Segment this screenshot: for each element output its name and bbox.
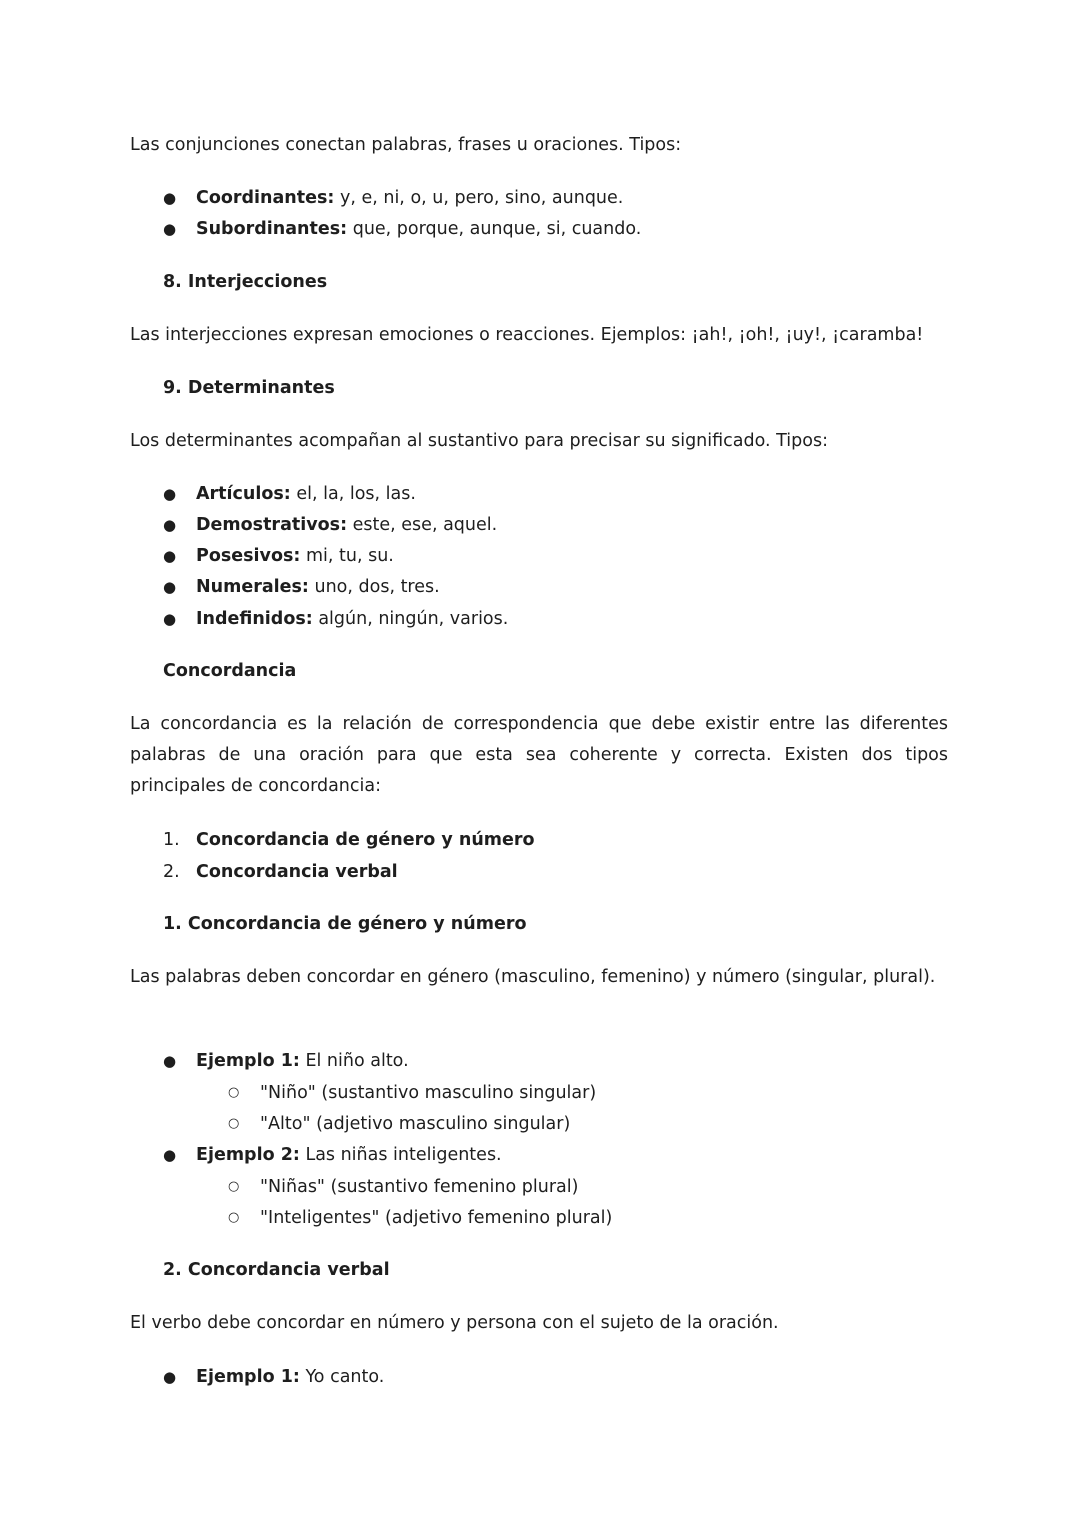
concordancia-heading: Concordancia — [163, 661, 297, 681]
genero-numero-text: Las palabras deben concordar en género (masculino, femenino) y número (singular, plural). — [130, 967, 936, 987]
circle-bullet-icon: ○ — [228, 1116, 240, 1131]
bullet-icon: ● — [163, 1146, 177, 1164]
concordancia-intro: La concordancia es la relación de correspondencia que debe existir entre las diferentes palabras de una oración para que esta sea coherente y correcta. Existen dos tipos principales de concordancia: — [130, 714, 948, 797]
item-term: Coordinantes: — [196, 188, 335, 208]
interjecciones-text: Las interjecciones expresan emociones o reacciones. Ejemplos: ¡ah!, ¡oh!, ¡uy!, ¡caramba! — [130, 325, 924, 345]
verbal-text: El verbo debe concordar en número y persona con el sujeto de la oración. — [130, 1313, 779, 1333]
example-term: Ejemplo 1: — [196, 1367, 300, 1387]
bullet-icon: ● — [163, 578, 177, 596]
item-term: Numerales: — [196, 577, 309, 597]
item-label: Concordancia verbal — [196, 862, 398, 882]
item-term: Indefinidos: — [196, 609, 313, 629]
item-text: y, e, ni, o, u, pero, sino, aunque. — [334, 188, 624, 208]
item-term: Posesivos: — [196, 546, 301, 566]
bullet-icon: ● — [163, 485, 177, 503]
bullet-icon: ● — [163, 610, 177, 628]
genero-numero-heading: 1. Concordancia de género y número — [163, 914, 527, 934]
example-text: Yo canto. — [299, 1367, 385, 1387]
verbal-heading: 2. Concordancia verbal — [163, 1260, 390, 1280]
example-term: Ejemplo 1: — [196, 1051, 300, 1071]
item-term: Artículos: — [196, 484, 291, 504]
conjunciones-intro: Las conjunciones conectan palabras, frases u oraciones. Tipos: — [130, 135, 682, 155]
example-text: Las niñas inteligentes. — [299, 1145, 502, 1165]
bullet-icon: ● — [163, 189, 177, 207]
item-text: este, ese, aquel. — [347, 515, 498, 535]
determinantes-heading: 9. Determinantes — [163, 378, 335, 398]
bullet-icon: ● — [163, 1052, 177, 1070]
circle-bullet-icon: ○ — [228, 1085, 240, 1100]
item-text: uno, dos, tres. — [308, 577, 440, 597]
determinantes-intro: Los determinantes acompañan al sustantivo para precisar su significado. Tipos: — [130, 431, 828, 451]
item-number: 1. — [163, 830, 180, 850]
interjecciones-heading: 8. Interjecciones — [163, 272, 328, 292]
bullet-icon: ● — [163, 547, 177, 565]
example-text: El niño alto. — [299, 1051, 409, 1071]
bullet-icon: ● — [163, 516, 177, 534]
sub-item-text: "Niño" (sustantivo masculino singular) — [260, 1083, 597, 1103]
item-text: algún, ningún, varios. — [312, 609, 509, 629]
sub-item-text: "Inteligentes" (adjetivo femenino plural) — [260, 1208, 613, 1228]
item-term: Subordinantes: — [196, 219, 348, 239]
sub-item-text: "Alto" (adjetivo masculino singular) — [260, 1114, 571, 1134]
item-term: Demostrativos: — [196, 515, 348, 535]
bullet-icon: ● — [163, 1368, 177, 1386]
item-label: Concordancia de género y número — [196, 830, 535, 850]
bullet-icon: ● — [163, 220, 177, 238]
sub-item-text: "Niñas" (sustantivo femenino plural) — [260, 1177, 579, 1197]
circle-bullet-icon: ○ — [228, 1210, 240, 1225]
item-text: mi, tu, su. — [300, 546, 394, 566]
item-number: 2. — [163, 862, 180, 882]
example-term: Ejemplo 2: — [196, 1145, 300, 1165]
circle-bullet-icon: ○ — [228, 1179, 240, 1194]
item-text: el, la, los, las. — [290, 484, 416, 504]
item-text: que, porque, aunque, si, cuando. — [347, 219, 642, 239]
